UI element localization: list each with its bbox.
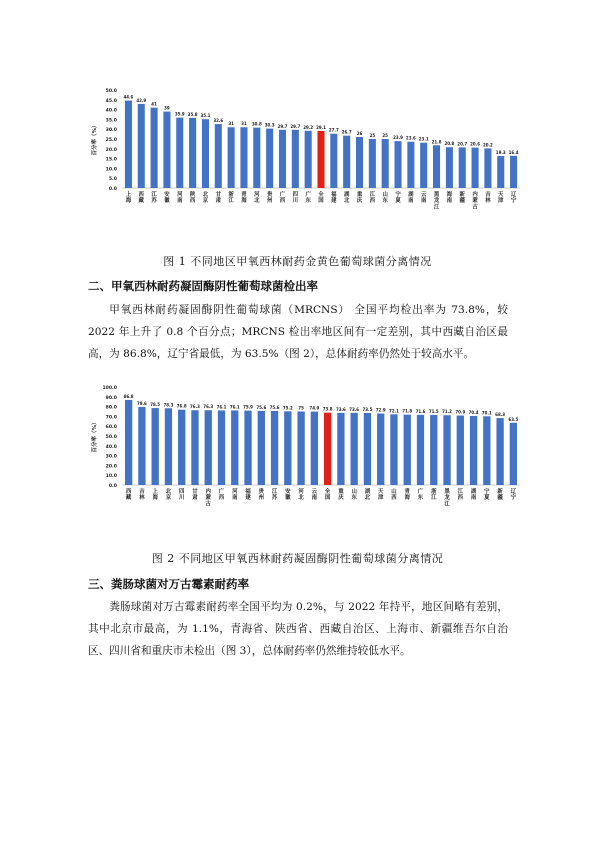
chart1-category-label: 山东 xyxy=(382,192,388,205)
chart2-value-label: 75.2 xyxy=(282,405,293,411)
chart2-y-tick: 90.0 xyxy=(105,395,117,401)
chart2-value-label: 79.6 xyxy=(136,400,147,406)
chart1-bar xyxy=(305,131,312,188)
chart1-y-axis-label: 百分率（%） xyxy=(92,122,98,156)
chart2-y-tick: 60.0 xyxy=(105,425,117,431)
chart1-bar xyxy=(215,124,222,188)
chart1-category-label: 天津 xyxy=(498,192,504,205)
figure-1-caption: 图 1 不同地区甲氧西林耐药金黄色葡萄球菌分离情况 xyxy=(163,255,432,268)
chart1-category-label: 上海 xyxy=(125,192,132,205)
chart2-y-tick: 70.0 xyxy=(105,415,117,421)
chart2-bar xyxy=(470,416,477,485)
chart1-value-label: 20.2 xyxy=(482,142,493,148)
chart1-value-label: 30.3 xyxy=(264,122,275,128)
chart1-bar xyxy=(497,156,504,188)
chart1-bar xyxy=(189,118,196,188)
chart2-category-label: 江苏 xyxy=(271,489,278,502)
chart2-bar xyxy=(390,414,397,485)
chart1-value-label: 32.6 xyxy=(213,118,224,124)
chart2-y-tick: 10.0 xyxy=(105,474,117,480)
chart1-category-label: 辽宁 xyxy=(510,192,517,205)
chart1-category-label: 青海 xyxy=(241,192,247,205)
chart2-value-label: 73.5 xyxy=(362,406,373,412)
chart2-y-tick: 80.0 xyxy=(105,405,117,411)
chart2-bar xyxy=(138,407,145,485)
chart1-bar xyxy=(343,136,350,188)
chart1-bar xyxy=(369,139,376,188)
chart2-category-label: 宁夏 xyxy=(484,489,490,502)
chart2-bar xyxy=(430,415,437,485)
chart1-y-tick: 50.0 xyxy=(105,89,117,94)
chart2-category-label: 湖南 xyxy=(470,489,477,502)
chart1-category-label: 宁夏 xyxy=(395,192,401,205)
chart2-category-label: 河南 xyxy=(232,489,238,502)
chart2-value-label: 70.9 xyxy=(455,409,466,415)
chart2-value-label: 73.6 xyxy=(335,406,346,412)
chart2-bar xyxy=(483,416,490,485)
chart1-category-label: 北京 xyxy=(202,192,209,205)
chart1-category-label: 广东 xyxy=(305,192,311,205)
chart1-value-label: 16.4 xyxy=(508,149,519,155)
chart2-value-label: 76.1 xyxy=(229,404,240,410)
chart2-bar xyxy=(205,410,212,485)
chart2-bar xyxy=(404,415,411,485)
chart1-category-label: 广西 xyxy=(279,192,286,205)
chart2-y-tick: 100.0 xyxy=(102,386,117,391)
chart1-category-label: 湖南 xyxy=(408,192,414,205)
chart1-value-label: 42.9 xyxy=(136,97,147,103)
chart2-category-label: 云南 xyxy=(311,489,318,502)
chart1-y-tick: 20.0 xyxy=(105,147,117,153)
section-2-paragraph: 甲氧西林耐药凝固酶阴性葡萄球菌（MRCNS） 全国平均检出率为 73.8%，较 2022 年上升了 0.8 个百分点；MRCNS 检出率地区间有一定差别，其中西藏自治区最高，为 86.8%，辽宁省最低，为 63.5%（图 2），总体耐药率仍然处于较高水平。 xyxy=(88,304,508,360)
chart1-bar xyxy=(138,104,145,188)
chart1-value-label: 25 xyxy=(369,133,376,138)
chart1-value-label: 20.6 xyxy=(470,141,481,147)
chart1-category-label: 云南 xyxy=(421,192,427,205)
section-3-paragraph: 粪肠球菌对万古霉素耐药率全国平均为 0.2%，与 2022 年持平，地区间略有差别，其中北京市最高，为 1.1%，青海省、陕西省、西藏自治区、上海市、新疆维吾尔自治区、四川省和重庆市未检出（图 3），总体耐药率仍然维持较低水平。 xyxy=(88,601,508,657)
chart1-category-label: 甘肃 xyxy=(215,192,221,205)
chart2-bar xyxy=(417,415,424,485)
chart2-category-label: 甘肃 xyxy=(192,489,198,502)
chart1-bar xyxy=(459,147,466,188)
chart2-bar xyxy=(443,415,450,485)
chart2-category-label: 四川 xyxy=(178,489,185,502)
chart1-value-label: 29.7 xyxy=(290,123,301,129)
chart2-value-label: 76.8 xyxy=(176,403,187,409)
chart2-category-label: 天津 xyxy=(377,489,384,502)
chart1-bar xyxy=(163,112,170,188)
section-2-heading: 二、甲氧西林耐药凝固酶阴性葡萄球菌检出率 xyxy=(88,279,318,293)
chart2-category-label: 山东 xyxy=(351,489,357,502)
chart1-category-label: 福建 xyxy=(331,192,337,205)
chart2-y-tick: 50.0 xyxy=(105,435,117,440)
chart1-value-label: 29.1 xyxy=(316,124,326,130)
chart2-category-label: 上海 xyxy=(152,489,158,502)
chart1-category-label: 安徽 xyxy=(164,192,170,205)
chart1-bar xyxy=(240,127,247,188)
chart1-y-tick: 0.0 xyxy=(108,187,117,192)
chart1-category-label: 湖北 xyxy=(343,192,350,205)
chart1-y-tick: 15.0 xyxy=(105,157,117,163)
chart1-category-label: 河北 xyxy=(254,192,260,205)
chart2-value-label: 71.6 xyxy=(415,408,426,414)
chart1-y-tick: 35.0 xyxy=(105,118,117,124)
chart1-bar xyxy=(472,148,479,188)
chart1-category-label: 重庆 xyxy=(356,192,363,205)
chart1-value-label: 35.1 xyxy=(200,113,211,119)
chart1-bar xyxy=(484,148,491,188)
chart1-value-label: 23.9 xyxy=(393,135,403,141)
chart2-category-label: 广西 xyxy=(218,489,225,502)
chart2-category-label: 浙江 xyxy=(431,489,437,502)
chart1-category-label: 陕西 xyxy=(189,192,196,205)
chart2-value-label: 78.5 xyxy=(150,402,161,408)
chart2-y-axis-label: 百分率（%） xyxy=(92,419,98,453)
chart1-category-label: 江西 xyxy=(369,192,376,205)
chart1-value-label: 27.7 xyxy=(328,127,339,133)
chart2-bar xyxy=(377,414,384,485)
chart1-value-label: 31 xyxy=(241,121,247,127)
chart1-value-label: 21.8 xyxy=(431,139,442,145)
chart2-value-label: 86.8 xyxy=(123,393,134,399)
chart2-category-label: 山西 xyxy=(391,489,397,502)
chart1-y-tick: 5.0 xyxy=(108,177,117,183)
chart2-category-label: 辽宁 xyxy=(510,489,517,502)
chart1-bar xyxy=(253,128,260,188)
chart1-bar xyxy=(407,142,414,188)
chart2-bar xyxy=(218,410,225,485)
chart2-value-label: 72.1 xyxy=(389,408,399,414)
chart2-value-label: 74.9 xyxy=(309,405,320,411)
chart2-bar xyxy=(178,410,185,485)
chart1-y-tick: 40.0 xyxy=(105,108,117,114)
chart2-value-label: 75.6 xyxy=(256,404,267,410)
chart2-bar xyxy=(258,411,265,485)
chart1-value-label: 29.7 xyxy=(277,123,288,129)
chart2-bar xyxy=(351,413,358,485)
chart1-category-label: 贵州 xyxy=(266,192,273,205)
chart2-bar xyxy=(510,423,517,485)
chart1-bar xyxy=(382,139,389,188)
chart2-category-label: 广东 xyxy=(417,489,424,502)
chart1-value-label: 30.8 xyxy=(251,121,262,127)
chart1-category-label: 四川 xyxy=(292,192,299,205)
chart2-bar xyxy=(324,413,331,485)
chart2-category-label: 黑龙江 xyxy=(444,489,450,508)
chart1-value-label: 20.7 xyxy=(457,141,468,147)
chart2-category-label: 西藏 xyxy=(125,489,132,502)
chart1-value-label: 35.9 xyxy=(174,111,185,117)
chart2-category-label: 贵州 xyxy=(258,489,265,502)
chart2-category-label: 福建 xyxy=(245,489,251,502)
chart2-bar xyxy=(271,411,278,485)
chart1-category-label: 内蒙古 xyxy=(472,192,478,211)
chart1-y-tick: 10.0 xyxy=(105,167,117,173)
chart2-value-label: 73.6 xyxy=(349,406,360,412)
chart-mrsa xyxy=(0,78,595,223)
chart2-bar xyxy=(152,408,159,485)
chart2-category-label: 内蒙古 xyxy=(205,489,211,508)
chart2-value-label: 72.9 xyxy=(375,407,386,413)
chart1-y-tick: 30.0 xyxy=(105,128,117,134)
chart1-category-label: 浙江 xyxy=(228,192,234,205)
figure-2-caption: 图 2 不同地区甲氧西林耐药凝固酶阴性葡萄球菌分离情况 xyxy=(151,552,444,565)
chart2-value-label: 71.5 xyxy=(428,408,439,414)
chart1-value-label: 29.2 xyxy=(303,124,314,130)
chart1-category-label: 西藏 xyxy=(138,192,144,205)
chart2-value-label: 78.3 xyxy=(163,402,174,408)
chart1-value-label: 41 xyxy=(151,101,157,107)
chart1-bar xyxy=(266,129,273,188)
chart1-bar xyxy=(292,130,299,188)
chart2-y-tick: 40.0 xyxy=(105,444,117,450)
chart1-bar xyxy=(202,119,209,188)
chart1-bar xyxy=(176,118,183,188)
chart1-value-label: 35.8 xyxy=(187,111,198,117)
chart2-value-label: 71.2 xyxy=(442,409,452,415)
chart2-category-label: 安徽 xyxy=(285,489,291,502)
chart1-category-label: 海南 xyxy=(446,192,453,205)
chart2-bar xyxy=(364,413,371,485)
chart2-value-label: 63.5 xyxy=(508,416,519,422)
chart1-category-label: 全国 xyxy=(318,192,324,205)
chart2-bar xyxy=(165,408,172,485)
chart2-category-label: 吉林 xyxy=(139,489,145,502)
chart1-category-label: 吉林 xyxy=(485,192,491,205)
chart1-bar xyxy=(125,101,132,188)
chart2-category-label: 重庆 xyxy=(338,489,344,502)
chart1-value-label: 26.7 xyxy=(341,129,352,135)
chart2-category-label: 河北 xyxy=(298,489,304,502)
chart1-bar xyxy=(510,156,517,188)
chart1-category-label: 黑龙江 xyxy=(433,192,440,211)
chart2-bar xyxy=(311,412,318,485)
chart2-value-label: 75.9 xyxy=(243,404,253,410)
chart2-value-label: 70.4 xyxy=(468,410,479,416)
chart1-bar xyxy=(228,127,235,188)
chart2-value-label: 73.8 xyxy=(322,406,333,412)
chart2-bar xyxy=(297,412,304,486)
chart2-bar xyxy=(125,400,132,485)
chart2-category-label: 青海 xyxy=(404,489,410,502)
chart-mrsa-svg xyxy=(0,78,595,223)
chart2-y-tick: 0.0 xyxy=(108,484,117,489)
chart2-bar xyxy=(496,418,503,485)
chart2-y-tick: 20.0 xyxy=(105,464,117,470)
chart2-value-label: 76.1 xyxy=(216,404,227,410)
chart2-category-label: 湖北 xyxy=(364,489,371,502)
chart2-category-label: 江西 xyxy=(457,489,464,502)
chart1-value-label: 39 xyxy=(164,105,170,111)
chart2-category-label: 北京 xyxy=(165,489,172,502)
chart1-category-label: 河南 xyxy=(177,192,183,205)
chart1-value-label: 19.3 xyxy=(495,150,506,156)
chart2-value-label: 70.1 xyxy=(481,410,492,416)
chart1-bar xyxy=(356,137,363,188)
chart2-bar xyxy=(337,413,344,485)
chart2-category-label: 新疆 xyxy=(497,489,503,502)
chart2-bar xyxy=(284,411,291,485)
chart2-bar xyxy=(231,410,238,485)
chart1-category-label: 新疆 xyxy=(459,192,465,205)
chart1-bar xyxy=(317,131,324,188)
chart2-bar xyxy=(244,411,251,485)
chart1-bar xyxy=(446,147,453,188)
chart1-bar xyxy=(330,134,337,188)
chart2-bar xyxy=(191,410,198,485)
chart1-bar xyxy=(420,143,427,188)
chart2-bar xyxy=(457,416,464,485)
chart1-category-label: 江苏 xyxy=(151,192,157,205)
chart2-value-label: 71.8 xyxy=(402,408,413,414)
chart1-value-label: 26 xyxy=(356,131,363,137)
chart2-value-label: 76.3 xyxy=(190,404,200,410)
chart1-value-label: 44.6 xyxy=(123,94,134,100)
chart1-bar xyxy=(151,108,158,188)
chart2-category-label: 全国 xyxy=(324,489,331,502)
chart1-value-label: 20.8 xyxy=(444,141,455,147)
chart-mrcns-svg xyxy=(0,375,595,520)
section-3-heading: 三、粪肠球菌对万古霉素耐药率 xyxy=(88,577,249,591)
chart2-value-label: 75 xyxy=(298,405,304,411)
chart1-value-label: 23.1 xyxy=(418,136,429,142)
chart1-y-tick: 45.0 xyxy=(105,98,117,104)
chart1-value-label: 23.6 xyxy=(405,135,416,141)
chart1-value-label: 31 xyxy=(228,121,234,127)
chart2-y-tick: 30.0 xyxy=(105,454,117,460)
chart2-value-label: 76.3 xyxy=(203,404,214,410)
chart-mrcns xyxy=(0,375,595,520)
chart2-value-label: 75.6 xyxy=(269,404,280,410)
chart1-y-tick: 25.0 xyxy=(105,138,117,143)
chart1-bar xyxy=(395,141,402,188)
chart1-bar xyxy=(433,145,440,188)
chart1-value-label: 25 xyxy=(382,133,388,138)
chart1-bar xyxy=(279,130,286,188)
chart2-value-label: 68.3 xyxy=(495,412,506,418)
